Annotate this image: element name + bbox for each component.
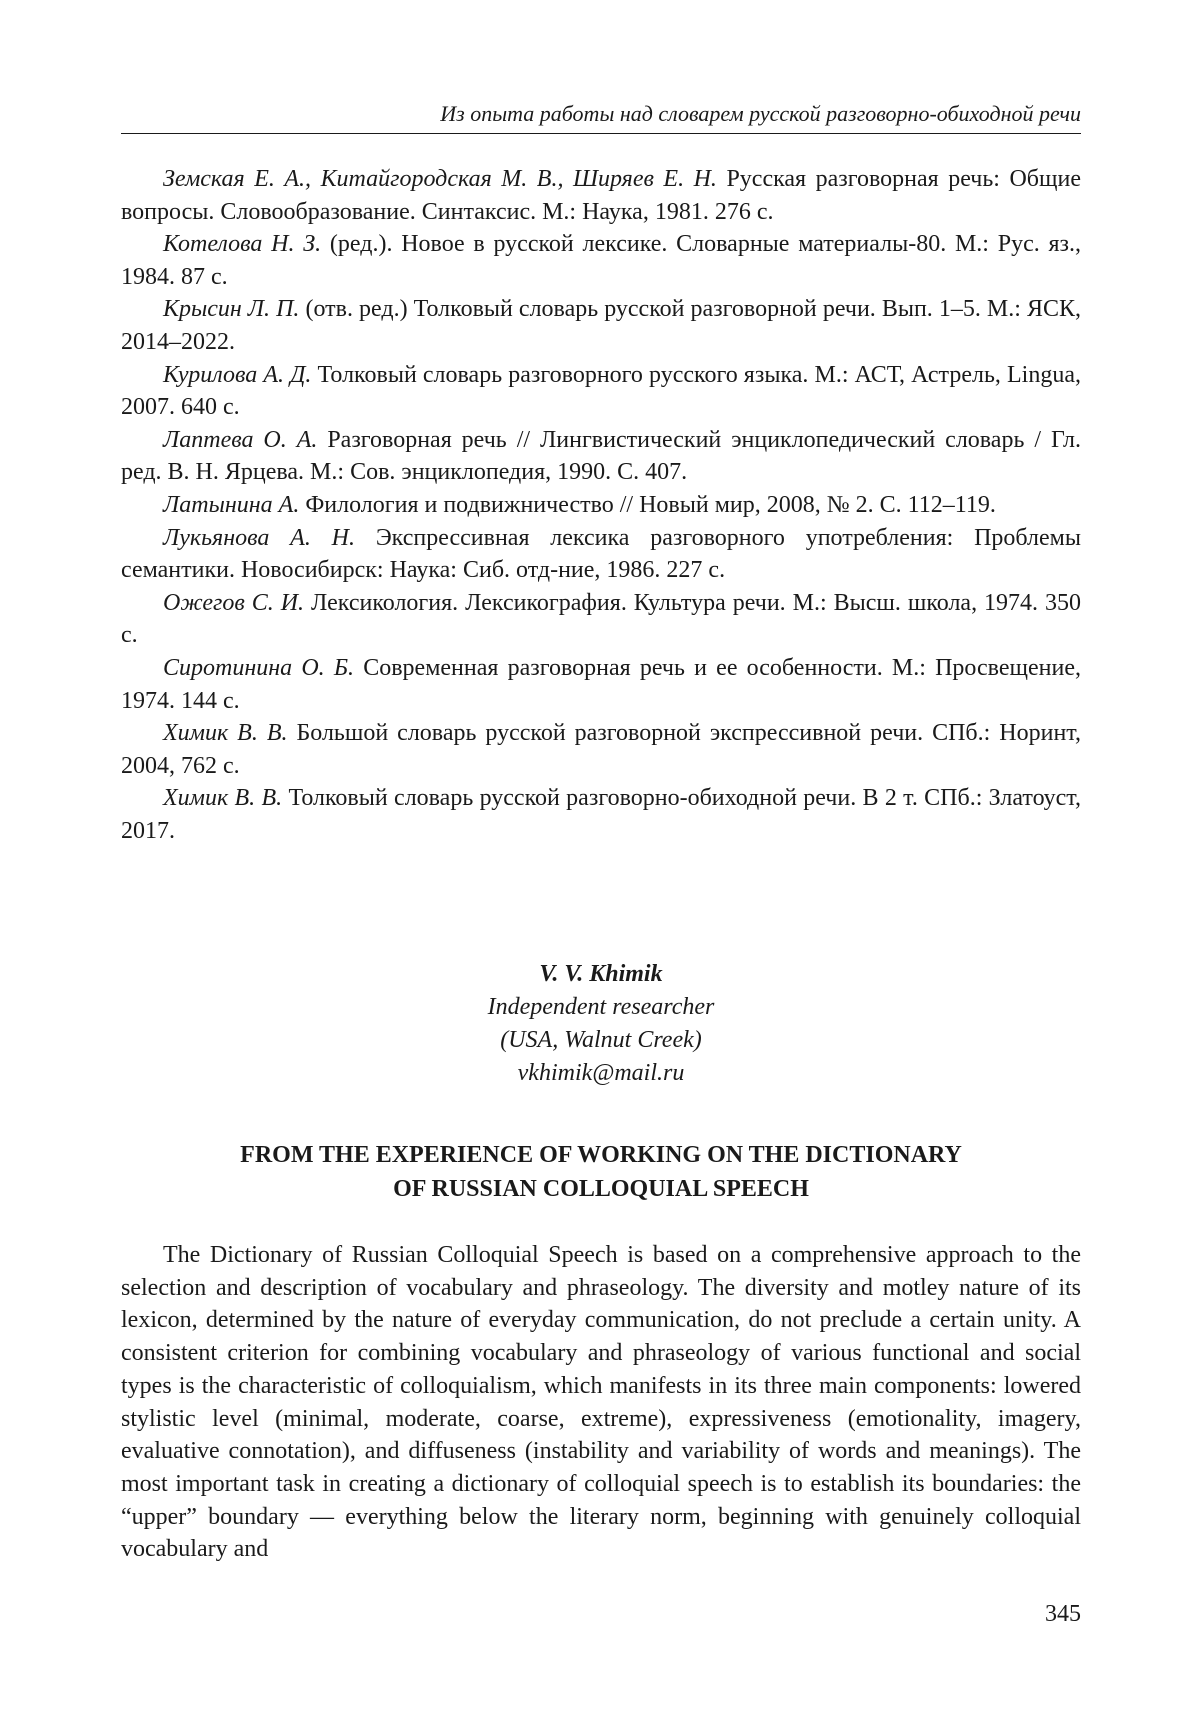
article-title (121, 1138, 1081, 1206)
reference-author: Котелова Н. З. (163, 231, 322, 258)
reference-list (121, 163, 1081, 847)
author-location: (USA, Walnut Creek) (500, 1027, 702, 1053)
header-rule (121, 133, 1081, 134)
author-name: V. V. Khimik (539, 961, 663, 987)
reference-item (121, 587, 1081, 652)
running-header: Из опыта работы над словарем русской разговорно-обиходной речи (440, 101, 1081, 126)
reference-author: Сиротинина О. Б. (163, 654, 355, 681)
reference-author: Ожегов С. И. (163, 589, 305, 616)
reference-author: Химик В. В. (163, 785, 283, 812)
reference-text: Русская разговорная речь: Общие вопросы. Словообразование. Синтаксис. М.: Наука, 1981. 276 с. (121, 166, 1081, 225)
author-block (121, 958, 1081, 1090)
reference-item (121, 489, 1081, 522)
reference-text: Большой словарь русской разговорной экспрессивной речи. СПб.: Норинт, 2004, 762 с. (121, 720, 1081, 779)
reference-item (121, 163, 1081, 228)
reference-item (121, 359, 1081, 424)
page-number: 345 (1045, 1601, 1081, 1627)
reference-text: (отв. ред.) Толковый словарь русской разговорной речи. Вып. 1–5. М.: ЯСК, 2014–2022. (121, 296, 1081, 355)
reference-text: Филология и подвижничество // Новый мир, 2008, № 2. С. 112–119. (299, 491, 996, 518)
reference-author: Лукьянова А. Н. (163, 524, 355, 551)
reference-item (121, 293, 1081, 358)
reference-text: Современная разговорная речь и ее особенности. М.: Просвещение, 1974. 144 с. (121, 654, 1081, 714)
reference-item (121, 652, 1081, 717)
reference-item (121, 228, 1081, 293)
reference-author: Химик В. В. (163, 720, 288, 747)
reference-author: Земская Е. А., Китайгородская М. В., Ширяев Е. Н. (163, 166, 717, 192)
reference-text: Экспрессивная лексика разговорного употребления: Проблемы семантики. Новосибирск: Наука: Сиб. отд-ние, 1986. 227 с. (121, 524, 1081, 584)
reference-author: Крысин Л. П. (163, 296, 300, 323)
reference-author: Курилова А. Д. (163, 361, 312, 388)
article-title-line: FROM THE EXPERIENCE OF WORKING ON THE DICTIONARY (240, 1142, 962, 1168)
page (121, 0, 1081, 1710)
reference-item (121, 717, 1081, 782)
reference-text: Разговорная речь // Лингвистический энциклопедический словарь / Гл. ред. В. Н. Ярцева. М.: Сов. энциклопедия, 1990. С. 407. (121, 426, 1082, 486)
reference-text: (ред.). Новое в русской лексике. Словарные материалы-80. М.: Рус. яз., 1984. 87 с. (121, 231, 1082, 290)
reference-item (121, 522, 1081, 587)
reference-item (121, 424, 1081, 489)
reference-text: Толковый словарь разговорного русского языка. М.: АСТ, Астрель, Lingua, 2007. 640 с. (121, 361, 1081, 421)
reference-text: Толковый словарь русской разговорно-обиходной речи. В 2 т. СПб.: Златоуст, 2017. (121, 785, 1081, 844)
reference-item (121, 782, 1081, 847)
article-title-line: OF RUSSIAN COLLOQUIAL SPEECH (393, 1176, 809, 1202)
reference-author: Лаптева О. А. (163, 426, 318, 453)
abstract-paragraph: The Dictionary of Russian Colloquial Speech is based on a comprehensive approach to the selection and description of vocabulary and phraseology. The diversity and motley nature of its lexicon, determined by the nature of everyday communication, do not preclude a certain unity. A consistent criterion for combining vocabulary and phraseology of various functional and social types is the characteristic of colloquialism, which manifests in its three main components: lowered stylistic level (minimal, moderate, coarse, extreme), expressiveness (emotionality, imagery, evaluative connotation), and diffuseness (instability and variability of words and meanings). The most important task in creating a dictionary of colloquial speech is to establish its boundaries: the “upper” boundary — everything below the literary norm, beginning with genuinely colloquial vocabulary and (121, 1242, 1081, 1563)
reference-author: Латынина А. (163, 491, 300, 518)
author-email: vkhimik@mail.ru (517, 1060, 685, 1086)
reference-text: Лексикология. Лексикография. Культура речи. М.: Высш. школа, 1974. 350 с. (121, 589, 1081, 649)
author-affiliation: Independent researcher (487, 994, 715, 1020)
